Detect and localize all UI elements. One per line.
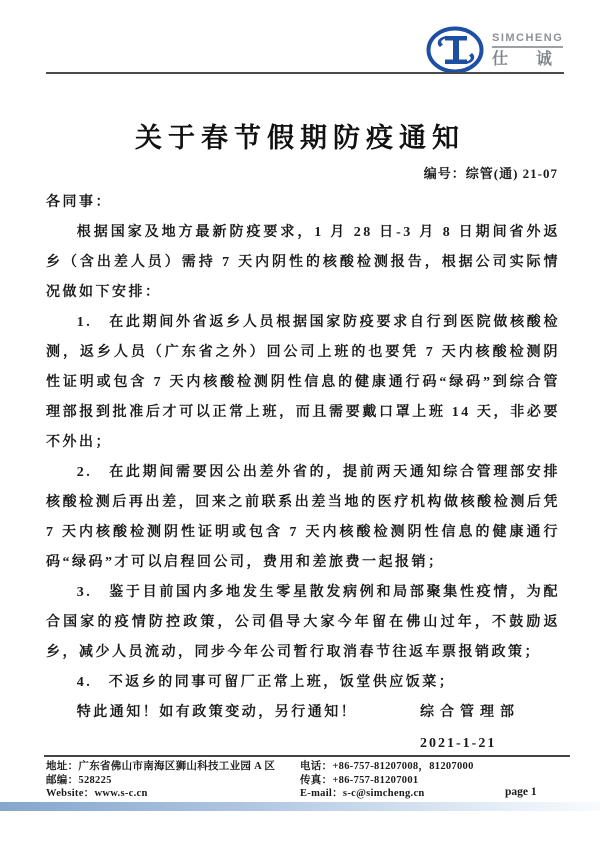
brand-name-chinese: 仕 诚 xyxy=(491,50,564,68)
body-paragraph: 4. 不返乡的同事可留厂正常上班，饭堂供应饭菜； xyxy=(76,675,456,690)
page-number: page 1 xyxy=(505,786,537,798)
closing-line: 特此通知！如有政策变动，另行通知！ xyxy=(76,705,358,720)
footer-address: 地址：广东省佛山市南海区狮山科技工业园 A 区 xyxy=(46,761,276,772)
salutation: 各同事： xyxy=(46,195,112,210)
body-paragraph: 2. 在此期间需要因公出差外省的，提前两天通知综合管理部安排核酸检测后再出差，回来之前联系出差当地的医疗机构做核酸检测后凭 7 天内核酸检测阴性证明或包含 7 天内核酸检测阴性信息的健康通行码“绿码”才可以启程回公司，费用和差旅费一起报销； xyxy=(46,465,560,570)
footer-postcode: 邮编：528225 xyxy=(46,774,112,786)
brand-text xyxy=(492,32,564,69)
brand-name-english: SIMCHENG xyxy=(492,32,563,48)
company-logo xyxy=(426,26,564,74)
signature-date: 2021-1-21 xyxy=(420,736,497,751)
signature-department: 综合管理部 xyxy=(420,705,520,720)
footer-fax: 传真：+86-757-81207001 xyxy=(300,774,419,786)
header-divider xyxy=(46,72,564,74)
document-number: 编号：综管(通) 21-07 xyxy=(423,166,558,181)
body-paragraph: 根据国家及地方最新防疫要求，1 月 28 日-3 月 8 日期间省外返乡（含出差人员）需持 7 天内阴性的核酸检测报告，根据公司实际情况做如下安排： xyxy=(46,225,560,300)
body-paragraph: 1. 在此期间外省返乡人员根据国家防疫要求自行到医院做核酸检测，返乡人员（广东省之外）回公司上班的也要凭 7 天内核酸检测阴性证明或包含 7 天内核酸检测阴性信息的健康通行码“绿码”到综合管理部报到批准后才可以正常上班，而且需要戴口罩上班 14 天，非必要不外出； xyxy=(46,315,560,450)
sc-monogram-icon xyxy=(426,26,484,74)
body-paragraph: 3. 鉴于目前国内多地发生零星散发病例和局部聚集性疫情，为配合国家的疫情防控政策，公司倡导大家今年留在佛山过年，不鼓励返乡，减少人员流动，同步今年公司暂行取消春节往返车票报销政策； xyxy=(46,585,560,660)
footer-phone: 电话：+86-757-81207008，81207000 xyxy=(300,761,474,772)
footer-email: E-mail：s-c@simcheng.cn xyxy=(300,788,425,799)
footer-right-column xyxy=(300,760,474,801)
footer-website: Website：www.s-c.cn xyxy=(46,788,148,799)
document-body xyxy=(46,188,560,728)
bottom-accent-bar xyxy=(0,802,600,811)
signature-block xyxy=(420,701,520,752)
footer-divider xyxy=(44,755,570,757)
document-title: 关于春节假期防疫通知 xyxy=(135,123,465,153)
footer-left-column xyxy=(46,760,275,801)
